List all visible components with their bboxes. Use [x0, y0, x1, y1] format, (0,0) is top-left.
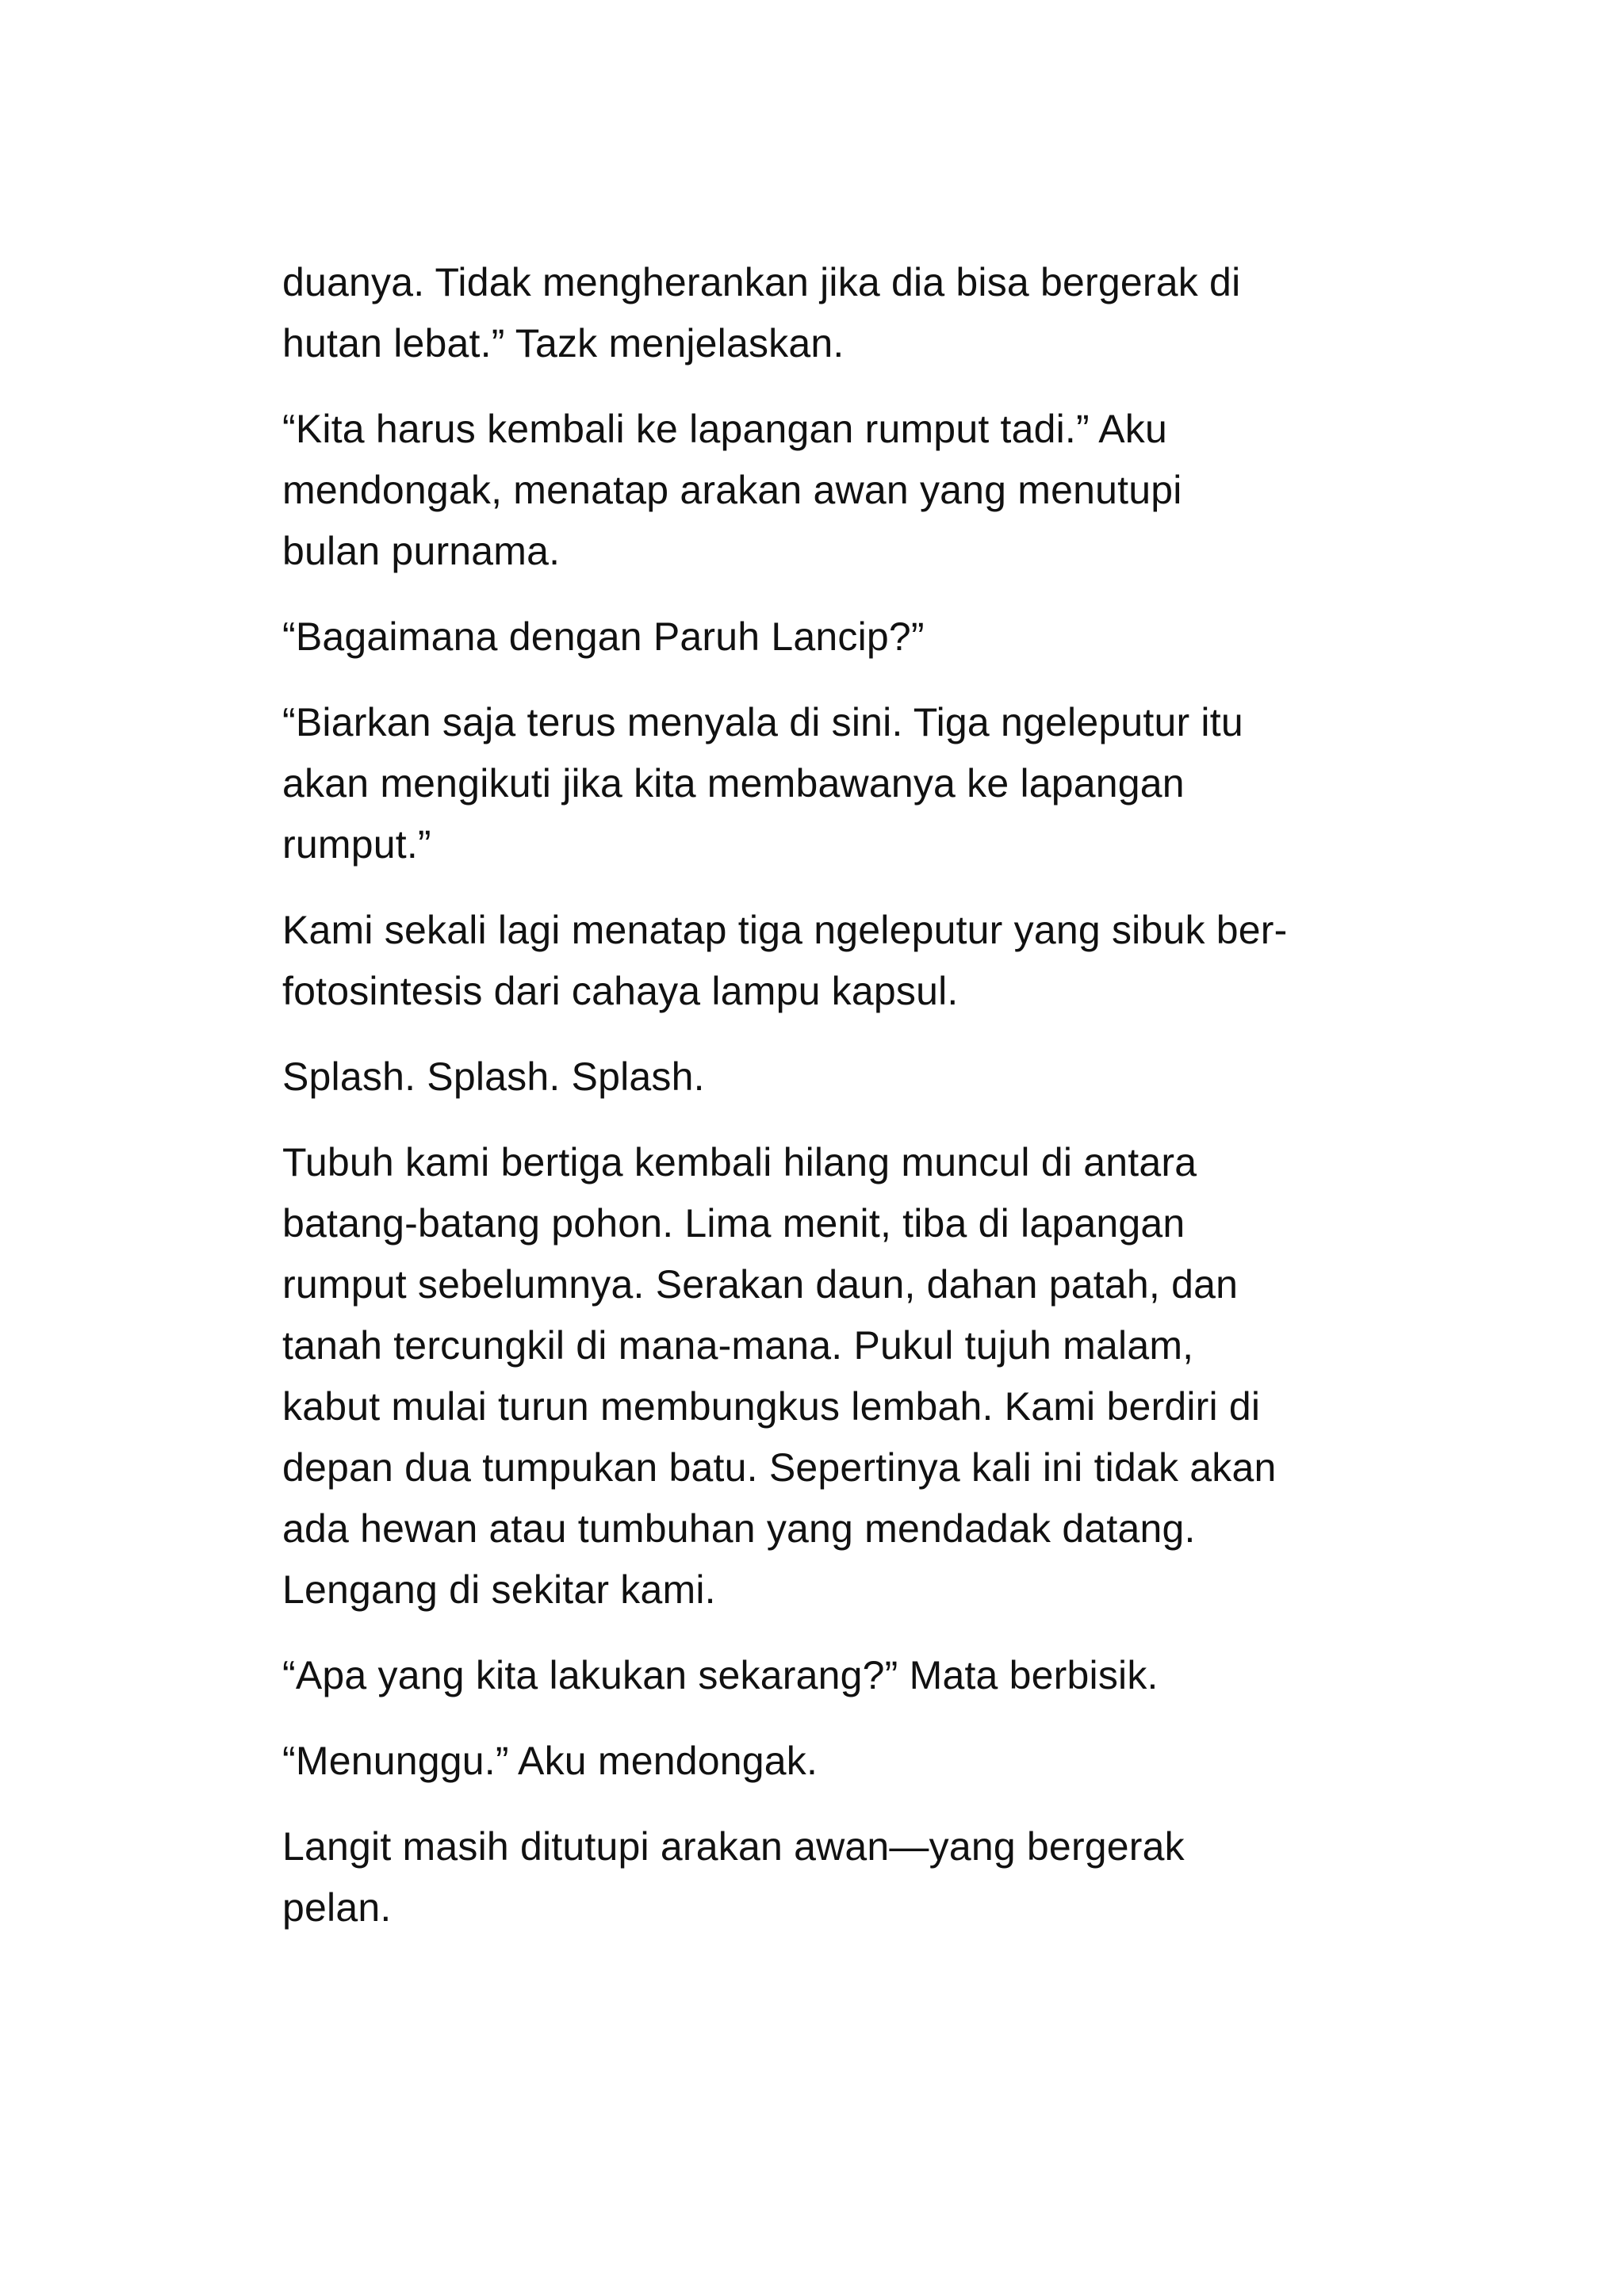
paragraph: duanya. Tidak mengherankan jika dia bisa bergerak di hutan lebat.” Tazk menjelaskan. — [282, 260, 1241, 365]
paragraph: “Biarkan saja terus menyala di sini. Tiga ngeleputur itu akan mengikuti jika kita membawanya ke lapangan rumput.” — [282, 700, 1243, 867]
body-text — [282, 252, 1345, 1963]
paragraph: Splash. Splash. Splash. — [282, 1054, 705, 1099]
paragraph: “Apa yang kita lakukan sekarang?” Mata berbisik. — [282, 1653, 1159, 1697]
paragraph: Kami sekali lagi menatap tiga ngeleputur yang sibuk ber- fotosintesis dari cahaya lampu kapsul. — [282, 908, 1288, 1013]
paragraph: Tubuh kami bertiga kembali hilang muncul di antara batang-batang pohon. Lima menit, tiba di lapangan rumput sebelumnya. Serakan daun, dahan patah, dan tanah tercungkil di mana-mana. Pukul tujuh malam, kabut mulai turun membungkus lembah. Kami berdiri di depan dua tumpukan batu. Sepertinya kali ini tidak akan ada hewan atau tumbuhan yang mendadak datang. Lengang di sekitar kami. — [282, 1140, 1277, 1612]
paragraph: “Kita harus kembali ke lapangan rumput tadi.” Aku mendongak, menatap arakan awan yang menutupi bulan purnama. — [282, 407, 1182, 573]
paragraph: Langit masih ditutupi arakan awan—yang bergerak pelan. — [282, 1824, 1185, 1930]
paragraph: “Bagaimana dengan Paruh Lancip?” — [282, 614, 925, 659]
paragraph: “Menunggu.” Aku mendongak. — [282, 1739, 818, 1783]
